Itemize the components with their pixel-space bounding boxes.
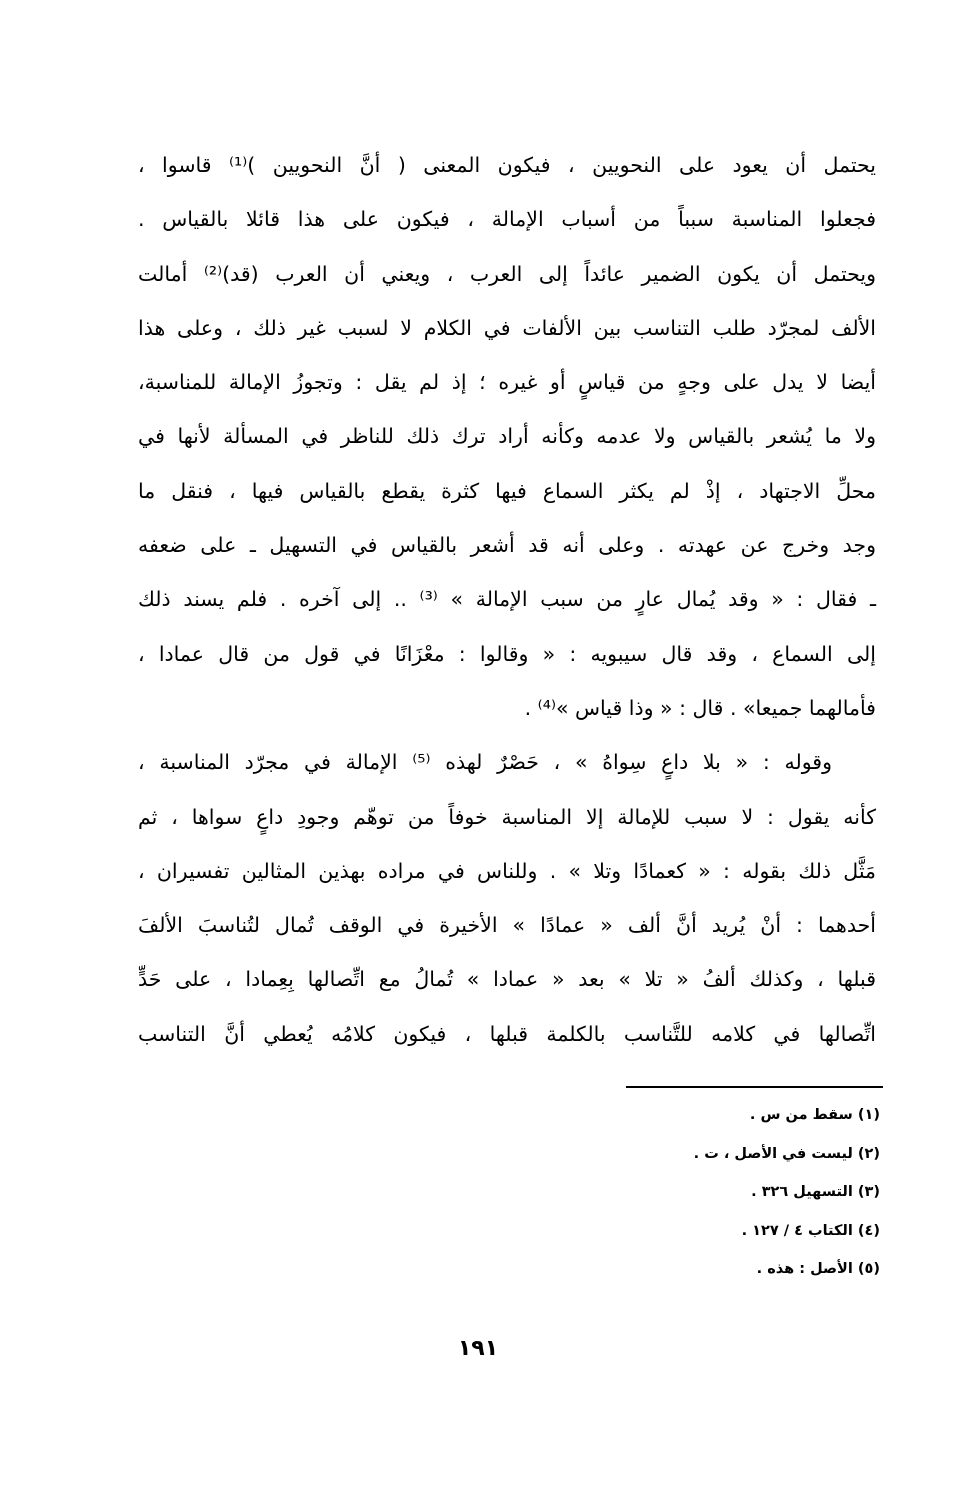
text-line: الألف لمجرّد طلب التناسب بين الألفات في الكلام لا لسبب غير ذلك ، وعلى هذا: [138, 315, 876, 340]
text-line: قبلها ، وكذلك ألفُ « تلا » بعد « عمادا » تُمالُ مع اتِّصالها بِعِمادا ، على حَدٍّ: [138, 967, 876, 992]
text-line: ـ فقال : « وقد يُمال عارٍ من سبب الإمالة » ⁽³⁾ .. إلى آخره . فلم يسند ذلك: [138, 587, 876, 612]
text-line: مَثَّل ذلك بقوله : « كعمادًا وتلا » . وللناس في مراده بهذين المثالين تفسيران ،: [138, 858, 876, 883]
text-line: ولا ما يُشعر بالقياس ولا عدمه وكأنه أراد ترك ذلك للناظر في المسألة لأنها في: [138, 424, 876, 449]
text-line: فأمالهما جميعا» . قال : « وذا قياس »⁽⁴⁾ .: [524, 695, 876, 720]
page-number: ١٩١: [457, 1336, 499, 1361]
text-line: محلِّ الاجتهاد ، إذْ لم يكثر السماع فيها كثرة يقطع بالقياس فيها ، فنقل ما: [138, 478, 876, 503]
footnote-divider: [626, 1086, 883, 1088]
text-line: وجد وخرج عن عهدته . وعلى أنه قد أشعر بالقياس في التسهيل ـ على ضعفه: [138, 533, 876, 558]
text-line: وقوله : « بلا داعٍ سِواهُ » ، حَصْرٌ لهذه ⁽⁵⁾ الإمالة في مجرّد المناسبة ،: [138, 750, 832, 775]
text-line: كأنه يقول : لا سبب للإمالة إلا المناسبة خوفاً من توهّم وجودِ داعٍ سواها ، ثم: [138, 804, 876, 829]
text-line: أحدهما : أنْ يُريد أنَّ ألف « عمادًا » الأخيرة في الوقف تُمال لتُناسبَ الألفَ: [138, 913, 876, 938]
text-line: أيضا لا يدل على وجهٍ من قياسٍ أو غيره ؛ إذ لم يقل : وتجوزُ الإمالة للمناسبة،: [138, 370, 876, 395]
main-text: [138, 138, 876, 1061]
text-line: إلى السماع ، وقد قال سيبويه : « وقالوا : معْزَانًا في قول من قال عمادا ،: [138, 641, 876, 666]
text-line: ويحتمل أن يكون الضمير عائداً إلى العرب ، ويعني أن العرب (قد)⁽²⁾ أمالت: [138, 261, 876, 286]
footnote: (١) سقط من س .: [749, 1107, 880, 1123]
footnotes: [560, 1096, 880, 1289]
text-line: يحتمل أن يعود على النحويين ، فيكون المعنى ( أنَّ النحويين )⁽¹⁾ قاسوا ،: [138, 153, 876, 177]
footnote: (٤) الكتاب ٤ / ١٢٧ .: [741, 1222, 880, 1239]
text-line: اتِّصالها في كلامه للتَّناسب بالكلمة قبلها ، فيكون كلامُه يُعطي أنَّ التناسب: [138, 1021, 876, 1046]
footnote: (٥) الأصل : هذه .: [756, 1261, 880, 1278]
text-line: فجعلوا المناسبة سبباً من أسباب الإمالة ، فيكون على هذا قائلا بالقياس .: [138, 207, 876, 232]
footnote: (٢) ليست في الأصل ، ت .: [693, 1145, 880, 1162]
footnote: (٣) التسهيل ٣٢٦ .: [751, 1184, 880, 1201]
